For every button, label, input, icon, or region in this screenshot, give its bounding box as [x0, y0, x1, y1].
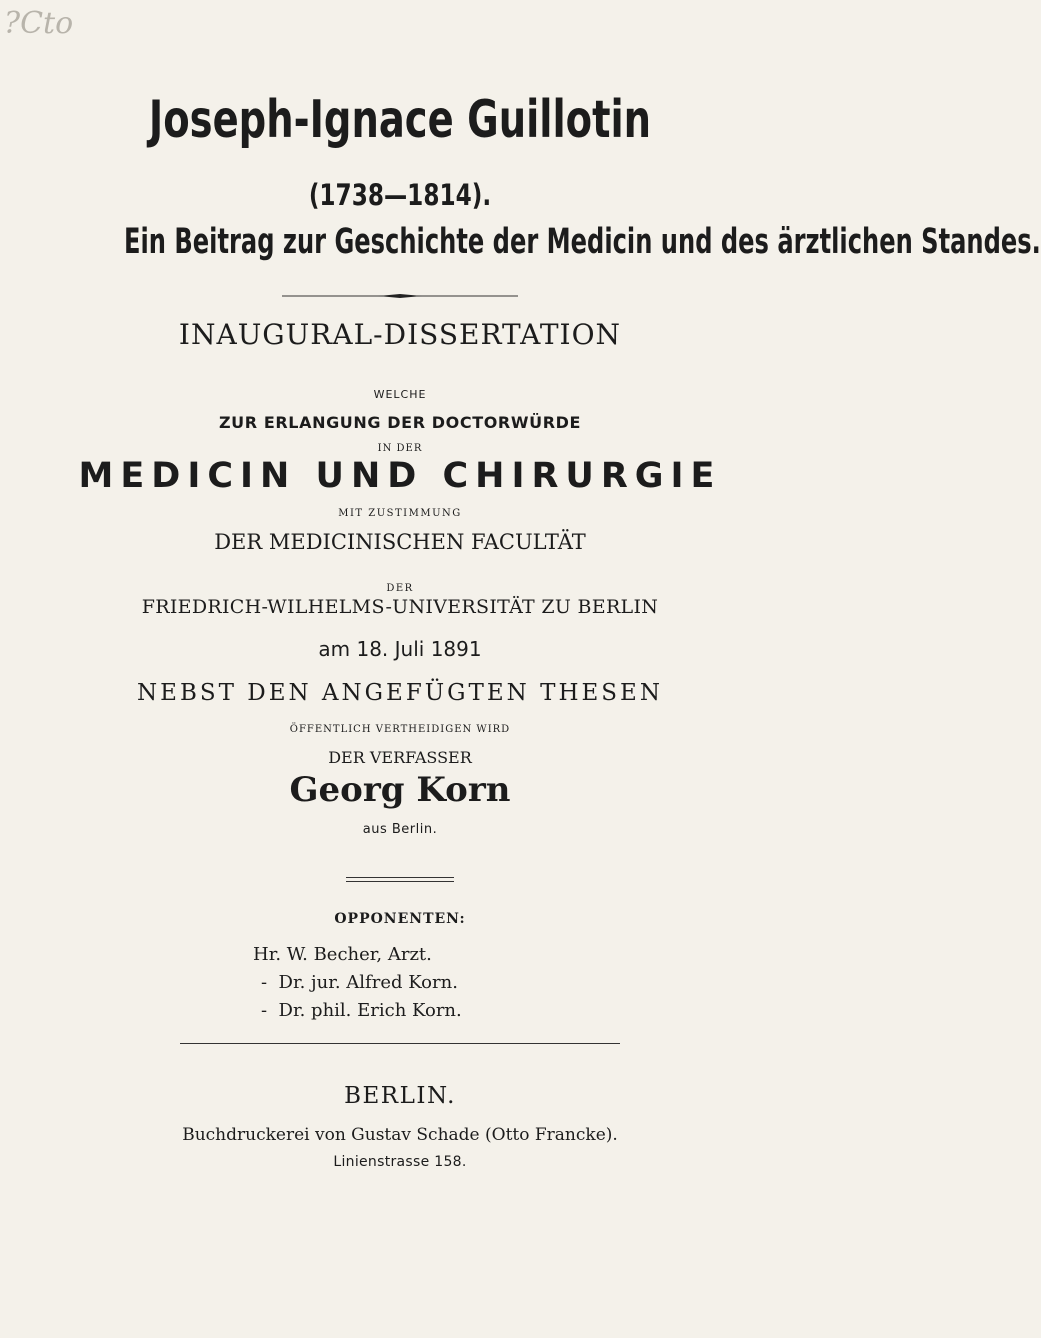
opponent-name: Hr. W. Becher, Arzt. — [253, 944, 432, 965]
zur-erlangung-text: ZUR ERLANGUNG DER DOCTORWÜRDE — [218, 413, 582, 432]
section-rule — [180, 1043, 620, 1044]
nebst-thesen-text: NEBST DEN ANGEFÜGTEN THESEN — [137, 680, 663, 706]
oeffentlich-text: ÖFFENTLICH VERTHEIDIGEN WIRD — [289, 724, 511, 735]
opponent-prefix: - — [261, 972, 268, 993]
author-origin: aus Berlin. — [362, 822, 438, 837]
opponents-heading: OPPONENTEN: — [334, 911, 466, 927]
mit-zustimmung-text: MIT ZUSTIMMUNG — [338, 508, 462, 519]
faculty-name: DER MEDICINISCHEN FACULTÄT — [214, 530, 586, 554]
university-name: FRIEDRICH-WILHELMS-UNIVERSITÄT ZU BERLIN — [141, 596, 659, 618]
margin-annotation: ?Cto — [4, 6, 74, 41]
list-item — [253, 944, 653, 972]
welche-text: WELCHE — [373, 388, 427, 401]
double-rule-top — [346, 877, 454, 878]
defense-date: am 18. Juli 1891 — [318, 637, 482, 661]
dissertation-heading: INAUGURAL-DISSERTATION — [178, 318, 622, 351]
double-rule-bottom — [346, 881, 454, 882]
opponents-list — [253, 944, 653, 1028]
der-text: DER — [386, 583, 414, 594]
life-dates: (1738—1814). — [308, 178, 492, 212]
opponent-prefix: - — [261, 1000, 268, 1021]
publication-city: BERLIN. — [344, 1083, 456, 1109]
opponent-name: Dr. phil. Erich Korn. — [278, 1000, 462, 1021]
list-item — [253, 1000, 653, 1028]
printer-address: Linienstrasse 158. — [333, 1154, 467, 1170]
ornament-divider — [282, 294, 518, 298]
faculty-subject: MEDICIN UND CHIRURGIE — [78, 456, 722, 496]
opponent-name: Dr. jur. Alfred Korn. — [278, 972, 458, 993]
der-verfasser-text: DER VERFASSER — [328, 748, 472, 767]
title: Joseph-Ignace Guillotin — [148, 90, 652, 150]
author-name: Georg Korn — [289, 770, 511, 810]
in-der-text: IN DER — [377, 443, 423, 454]
subtitle: Ein Beitrag zur Geschichte der Medicin und des ärztlichen Standes. — [124, 222, 1041, 262]
list-item — [253, 972, 653, 1000]
printer: Buchdruckerei von Gustav Schade (Otto Francke). — [182, 1125, 618, 1145]
